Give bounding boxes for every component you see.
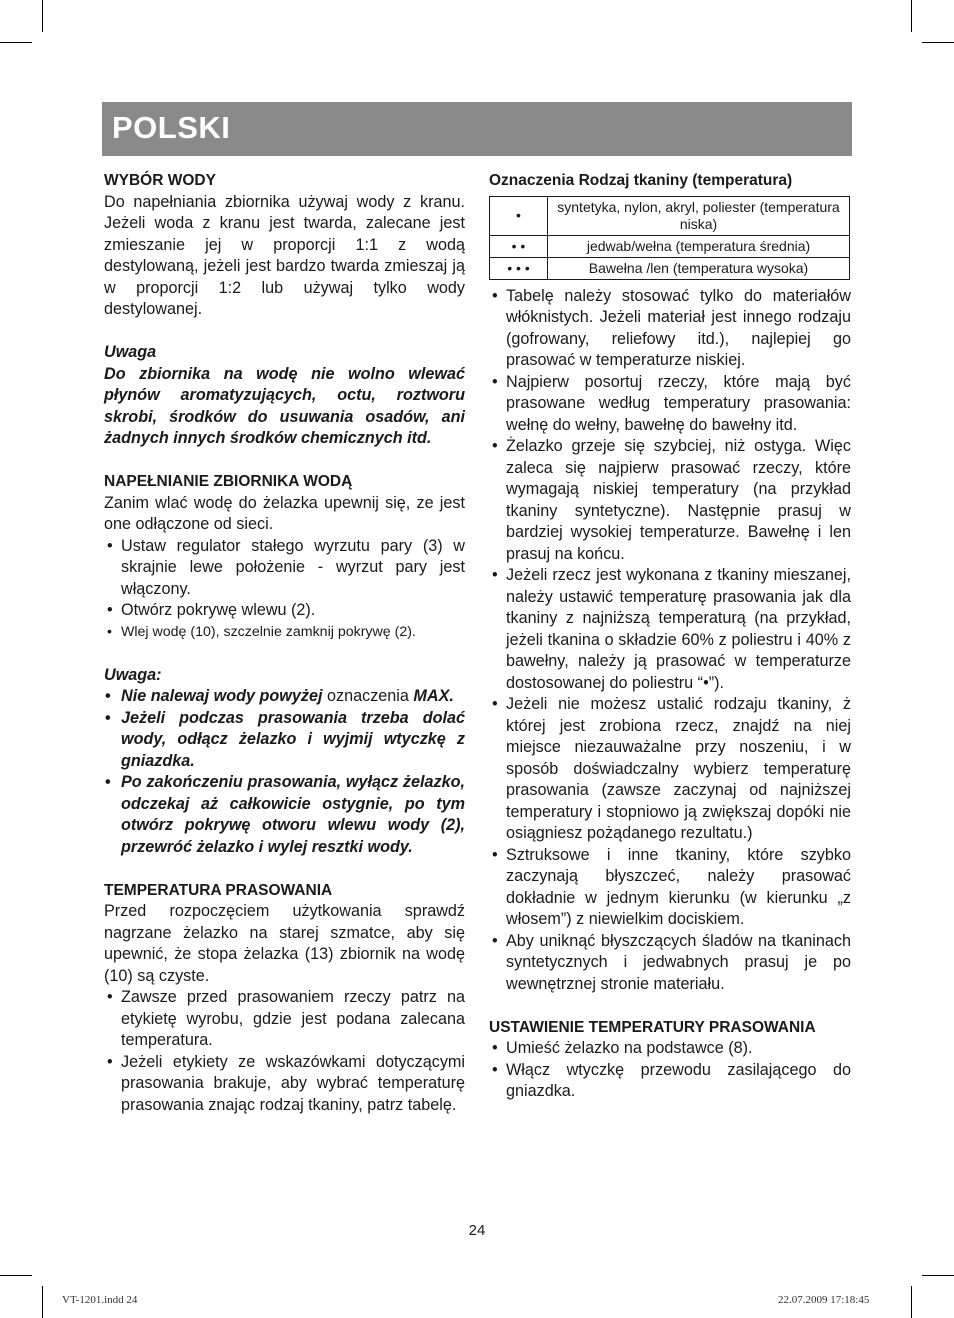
- list-item: • Sztruksowe i inne tkaniny, które szybko zaczynają błyszczeć, należy prasować dokładnie w jednym kierunku (w kierunku „z włosem”) z niewielkim dociskiem.: [492, 845, 851, 928]
- temperature-heading: TEMPERATURA PRASOWANIA: [104, 881, 333, 899]
- crop-mark: [42, 0, 43, 32]
- table-row: [490, 235, 850, 257]
- language-banner: [102, 102, 852, 156]
- table-cell: •: [490, 196, 548, 235]
- list-item: • Jeżeli podczas prasowania trzeba dolać wody, odłącz żelazko i wyjmij wtyczkę z gniazdka.: [105, 708, 465, 770]
- crop-mark: [922, 1275, 954, 1276]
- table-heading: Oznaczenia Rodzaj tkaniny (temperatura): [489, 172, 793, 189]
- crop-mark: [0, 1275, 32, 1276]
- list-item: • Nie nalewaj wody powyżej oznaczenia MAX.: [105, 687, 454, 705]
- list-item: • Jeżeli etykiety ze wskazówkami dotyczącymi prasowania brakuje, aby wybrać temperaturę prasowania znając rodzaj tkaniny, patrz tabelę.: [107, 1052, 465, 1114]
- warning-body: Do zbiornika na wodę nie wolno wlewać płynów aromatyzujących, octu, roztworu skrobi, środków do usuwania osadów, ani żadnych innych środków chemicznych itd.: [104, 364, 465, 447]
- table-cell: Bawełna /len (temperatura wysoka): [548, 257, 850, 279]
- fabric-table: [489, 196, 850, 280]
- list-item: • Włącz wtyczkę przewodu zasilającego do gniazdka.: [492, 1060, 851, 1100]
- list-item: • Wlej wodę (10), szczelnie zamknij pokrywę (2).: [107, 623, 416, 640]
- footer-datetime: 22.07.2009 17:18:45: [778, 1294, 870, 1306]
- table-cell: • • •: [490, 257, 548, 279]
- warning-list: [104, 686, 465, 858]
- filling-list: [104, 536, 465, 644]
- temperature-list: [104, 987, 465, 1116]
- crop-mark: [911, 1286, 912, 1318]
- right-column: [489, 170, 851, 1103]
- list-item: • Otwórz pokrywę wlewu (2).: [107, 601, 316, 619]
- list-item: • Po zakończeniu prasowania, wyłącz żelazko, odczekaj aż całkowicie ostygnie, po tym otwórz pokrywę otworu wlewu wody (2), przewróć żelazko i wylej resztki wody.: [105, 773, 465, 856]
- table-cell: jedwab/wełna (temperatura średnia): [548, 235, 850, 257]
- table-cell: • •: [490, 235, 548, 257]
- list-item: • Jeżeli nie możesz ustalić rodzaju tkaniny, ż której jest zrobiona rzecz, znajdź na niej miejsce niezauważalne przy noszeniu, i w sposób doświadczalny wybierz temperaturę prasowania (zawsze zaczynaj od najniższej temperatury i stopniowo ją zwiększaj dopóki nie osiągniesz pożądanego rezultatu.): [492, 695, 851, 842]
- setting-heading: USTAWIENIE TEMPERATURY PRASOWANIA: [489, 1018, 816, 1036]
- warning-title: Uwaga: [104, 343, 157, 361]
- list-item: • Tabelę należy stosować tylko do materiałów włóknistych. Jeżeli materiał jest innego rodzaju (gofrowany, reliefowy itd.), najlepiej go prasować w temperaturze niskiej.: [492, 286, 851, 369]
- tips-list: [489, 286, 851, 996]
- crop-mark: [911, 0, 912, 32]
- setting-list: [489, 1038, 851, 1103]
- crop-mark: [42, 1286, 43, 1318]
- footer-file: VT-1201.indd 24: [62, 1294, 138, 1306]
- list-item: • Zawsze przed prasowaniem rzeczy patrz na etykietę wyrobu, gdzie jest podana zalecana temperatura.: [107, 988, 465, 1049]
- list-item: • Najpierw posortuj rzeczy, które mają być prasowane według temperatury prasowania: wełnę do wełny, bawełnę do bawełny itd.: [492, 372, 851, 434]
- left-column: [104, 170, 465, 1116]
- list-item: • Ustaw regulator stałego wyrzutu pary (3) w skrajnie lewe położenie - wyrzut pary jest włączony.: [107, 536, 465, 598]
- list-item: • Aby uniknąć błyszczących śladów na tkaninach syntetycznych i jedwabnych prasuj je po wewnętrznej stronie materiału.: [492, 931, 851, 993]
- list-item: • Jeżeli rzecz jest wykonana z tkaniny mieszanej, należy ustawić temperaturę prasowania jak dla tkaniny z najniższą temperaturą (na przykład, jeżeli tkanina o składzie 60% z poliestru i 40% z bawełny, należy ją prasować w temperaturze dostosowanej do poliestru “•”).: [492, 566, 851, 692]
- water-body: Do napełniania zbiornika używaj wody z kranu. Jeżeli woda z kranu jest twarda, zalecane jest zmieszanie jej w proporcji 1:1 z wodą destylowaną, jeżeli jest bardzo twarda zmieszaj ją w proporcji 1:2 lub używaj tylko wody destylowanej.: [104, 192, 465, 318]
- language-title: POLSKI: [112, 110, 231, 145]
- water-heading: WYBÓR WODY: [104, 172, 216, 189]
- crop-mark: [922, 42, 954, 43]
- list-item: • Umieść żelazko na podstawce (8).: [492, 1039, 753, 1057]
- table-row: [490, 196, 850, 235]
- filling-intro: Zanim wlać wodę do żelazka upewnij się, ze jest one odłączone od sieci.: [104, 493, 465, 533]
- crop-mark: [0, 42, 32, 43]
- filling-heading: NAPEŁNIANIE ZBIORNIKA WODĄ: [104, 473, 353, 490]
- table-row: [490, 257, 850, 279]
- warning-title: Uwaga:: [104, 665, 162, 684]
- temperature-intro: Przed rozpoczęciem użytkowania sprawdź nagrzane żelazko na starej szmatce, aby się upewnić, że stopa żelazka (13) zbiornik na wodę (10) są czyste.: [104, 902, 465, 985]
- list-item: • Żelazko grzeje się szybciej, niż ostyga. Więc zaleca się najpierw prasować rzeczy, które wymagają niskiej temperatury (na przykład tkaniny syntetyczne). Następnie prasuj w bardziej wysokiej temperaturze. Bawełnę i len prasuj na końcu.: [492, 437, 851, 563]
- table-cell: syntetyka, nylon, akryl, poliester (temperatura niska): [548, 196, 850, 235]
- page-number: 24: [468, 1222, 486, 1239]
